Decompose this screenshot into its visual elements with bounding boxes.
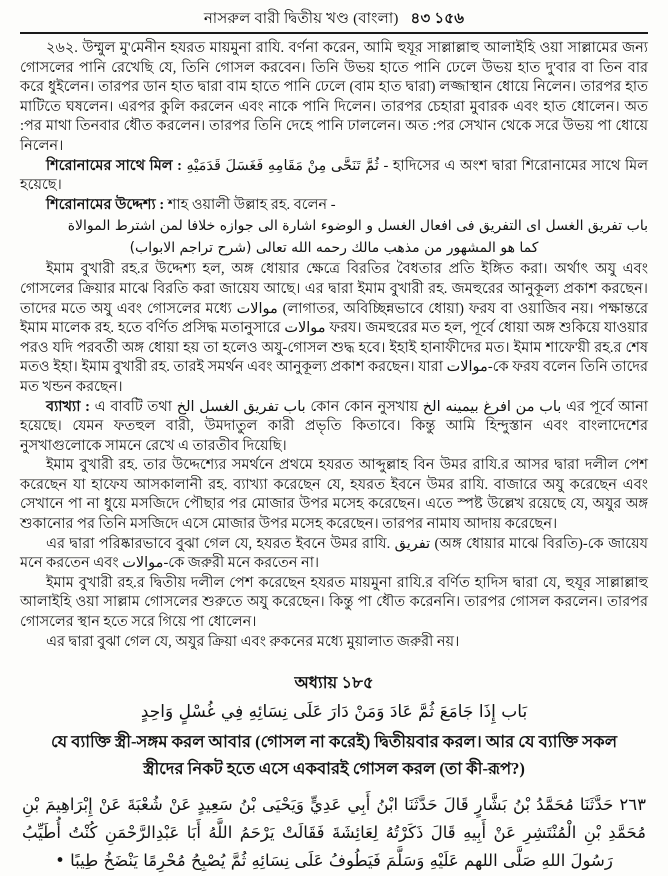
paragraph-text: ইমাম বুখারী রহ.র উদ্দেশ্য হল, অঙ্গ ধোয়ার ক্ষেত্রে বিরতির বৈধতার প্রতি ইঙ্গিত করা। অর্থাৎ অযু এবং গোসলের ক্রিয়ার মাঝে বিরতি করা জায়েয আছে। এর দ্বারা ইমাম বুখারী রহ. জমহুরের আনুকূল্য প্রকাশ করছেন। তাদের মতে অযু এবং গোসলের মধ্যে موالات (লাগাতর, অবিচ্ছিন্নভাবে ধোয়া) ফরয বা ওয়াজিব নয়। পক্ষান্তরে ইমাম মালেক রহ. হতে বর্ণিত প্রসিদ্ধ মতানুসারে موالات ফরয। জমহুরের মত হল, পূর্বে ধোয়া অঙ্গ শুকিয়ে যাওয়ার পরও যদি পরবর্তী অঙ্গ ধোয়া হয় তা হলেও অযু-গোসল শুদ্ধ হবে। ইহাই হানাফীদের মত। ইমাম শাফে'য়ী রহ.র শেষ মতও ইহা। ইমাম বুখারী রহ. তারই সমর্থন এবং আনুকূল্য প্রকাশ করছেন। যারা موالات-কে ফরয বলেন তিনি তাদের মত খন্ডন করছেন। [20,261,648,395]
paragraph-text: ২৬২. উম্মুল মু'মেনীন হযরত মায়মুনা রাযি. বর্ণনা করেন, আমি হুযূর সাল্লাল্লাহু আলাইহি ওয়া সাল্লামের জন্য গোসলের পানি রেখেছি যে, তিনি গোসল করবেন। তিনি উভয় হাতে পানি ঢেলে উভয় হাত দু'বার বা তিন বার করে ধুইলেন। তারপর ডান হাত দ্বারা বাম হাতে পানি ঢেলে (বাম হাত দ্বারা) লজ্জাস্থান ধোয়ে নিলেন। তারপর হাত মাটিতে ঘষলেন। এরপর কুলি করলেন এবং নাকে পানি দিলেন। তারপর চেহারা মুবারক এবং হাত ধোলেন। অত :পর মাথা তিনবার ধৌত করলেন। তারপর তিনি দেহে পানি ঢাললেন। অত :পর সেখান থেকে সরে উভয় পা ধোয়ে নিলেন। [20,40,648,154]
paragraph-title-purpose [20,196,648,216]
page-number: ৪৩ ১৫৬ [410,11,465,27]
hadith-263-arabic-text: ٢٦٣ حَدَّثَنَا مُحَمَّدُ بْنُ بَشَّارٍ قَالَ حَدَّثَنَا ابْنُ أَبِي عَدِيٍّ وَيَحْيَى بْنُ سَعِيدٍ عَنْ شُعْبَةَ عَنْ إِبْرَاهِيمَ بْنِ مُحَمَّدِ بْنِ الْمُنْتَشِرِ عَنْ أَبِيهِ قَالَ ذَكَرْتُهُ لِعَائِشَةَ فَقَالَتْ يَرْحَمُ اللَّهُ أَبَا عَبْدِالرَّحْمَنِ كُنْتُ أُطَيِّبُ رَسُولَ اللهِ صَلَّى اللهم عَلَيْهِ وَسَلَّمَ فَيَطُوفُ عَلَى نِسَائِهِ ثُمَّ يُصْبِحُ مُحْرِمًا يَنْضَخُ طِيبًا • [22,795,646,871]
paragraph-title-match [20,157,648,196]
paragraph-conclusion-1 [20,535,648,574]
arabic-quote-line-1: باب تفريق الغسل اى التفريق فى افعال الغسل و الوضوء اشارة الى جوازه خلافا لمن اشترط الموالاة [67,218,648,235]
paragraph-text: এর দ্বারা পরিষ্কারভাবে বুঝা গেল যে, হযরত ইবনে উমর রাযি. تفريق (অঙ্গ ধোয়ার মাঝে বিরতি)-কে জায়েয মনে করতেন এবং موالات-কে জরুরী মনে করতেন না। [20,535,648,572]
paragraph-first-evidence [20,456,648,534]
paragraph-explanation [20,398,648,457]
body-text [20,39,648,652]
book-title: নাসরুল বারী দ্বিতীয় খণ্ড (বাংলা) [203,11,399,27]
paragraph-text: শাহ ওয়ালী উল্লাহ রহ. বলেন - [164,196,336,213]
paragraph-text: ইমাম বুখারী রহ. তার উদ্দেশ্যের সমর্থনে প্রথমে হযরত আব্দুল্লাহ বিন উমর রাযি.র আসর দ্বারা দলীল পেশ করেছেন যা হাফেয আসকালানী রহ. ব্যাখ্যা করেছেন যে, হযরত ইবনে উমর রাযি. বাজারে অযু করেছেন এবং সেখানে পা না ধুয়ে মসজিদে পৌছার পর মোজার উপর মসেহ করেছেন। এতে স্পষ্ট উল্লেখ রয়েছে যে, অযুর অঙ্গ শুকানোর পর তিনি মসজিদে এসে মোজার উপর মসেহ করেছেন। তারপর নামায আদায় করেছেন। [20,457,648,533]
paragraph-second-evidence [20,574,648,633]
chapter-heading: অধ্যায় ১৮৫ [294,673,374,693]
paragraph-imam-bukhari-purpose [20,260,648,397]
page-header [20,10,648,28]
paragraph-text: ইমাম বুখারী রহ.র দ্বিতীয় দলীল পেশ করেছেন হযরত মায়মুনা রাযি.র বর্ণিত হাদিস দ্বারা যে, হুযূর সাল্লাল্লাহু আলাইহি ওয়া সাল্লাম গোসলের শুরুতে অযু করেছেন। কিন্তু পা ধৌত করেননি। তারপর গোসল করলেন। তারপর গোসলের স্থান হতে সরে গিয়ে পা ধোলেন। [20,574,648,631]
header-divider [20,32,648,34]
paragraph-conclusion-2 [20,633,648,653]
arabic-quote-line-2: كما هو المشهور من مذهب مالك رحمه الله تعالى (شرح تراجم الابواب) [129,240,539,257]
chapter-arabic-title: بَاب إِذَا جَامَعَ ثُمَّ عَادَ وَمَنْ دَارَ عَلَى نِسَائِهِ فِي غُسْلٍ وَاحِدٍ [140,702,528,723]
paragraph-text: এ বাবটি তথা باب تفريق الغسل الخ কোন কোন নুসখায় باب من افرغ بيمينه الخ এর পূর্বে আনা হয়েছে। যেমন ফতহুল বারী, উমদাতুল কারী প্রভৃতি কিতাবে। কিন্তু আমি হিন্দুস্তান এবং বাংলাদেশের নুসখাগুলোকে সামনে রেখে এ তারতীব দিয়েছি। [20,398,648,454]
bold-lead-title-match: শিরোনামের সাথে মিল : [46,157,182,174]
bold-lead-explanation: ব্যাখ্যা : [46,398,90,415]
bold-lead-title-purpose: শিরোনামের উদ্দেশ্য : [46,196,165,213]
chapter-section [20,672,648,782]
paragraph-hadith-262-translation [20,39,648,157]
paragraph-text: ثُمَّ تَنَحَّى مِنْ مَقَامِهِ فَغَسَلَ قَدَمَيْهِ - হাদিসের এ অংশ দ্বারা শিরোনামের সাথে মিল হয়েছে। [20,157,649,194]
paragraph-text: এর দ্বারা বুঝা গেল যে, অযুর ক্রিয়া এবং রুকনের মধ্যে মুয়ালাত জরুরী নয়। [46,633,460,650]
chapter-bengali-subtitle: যে ব্যাক্তি স্ত্রী-সঙ্গম করল আবার (গোসল না করেই) দ্বিতীয়বার করল। আর যে ব্যাক্তি সকল স্ত্রীদের নিকট হতে এসে একবারই গোসল করল (তা কী-রূপ?) [50,732,617,779]
